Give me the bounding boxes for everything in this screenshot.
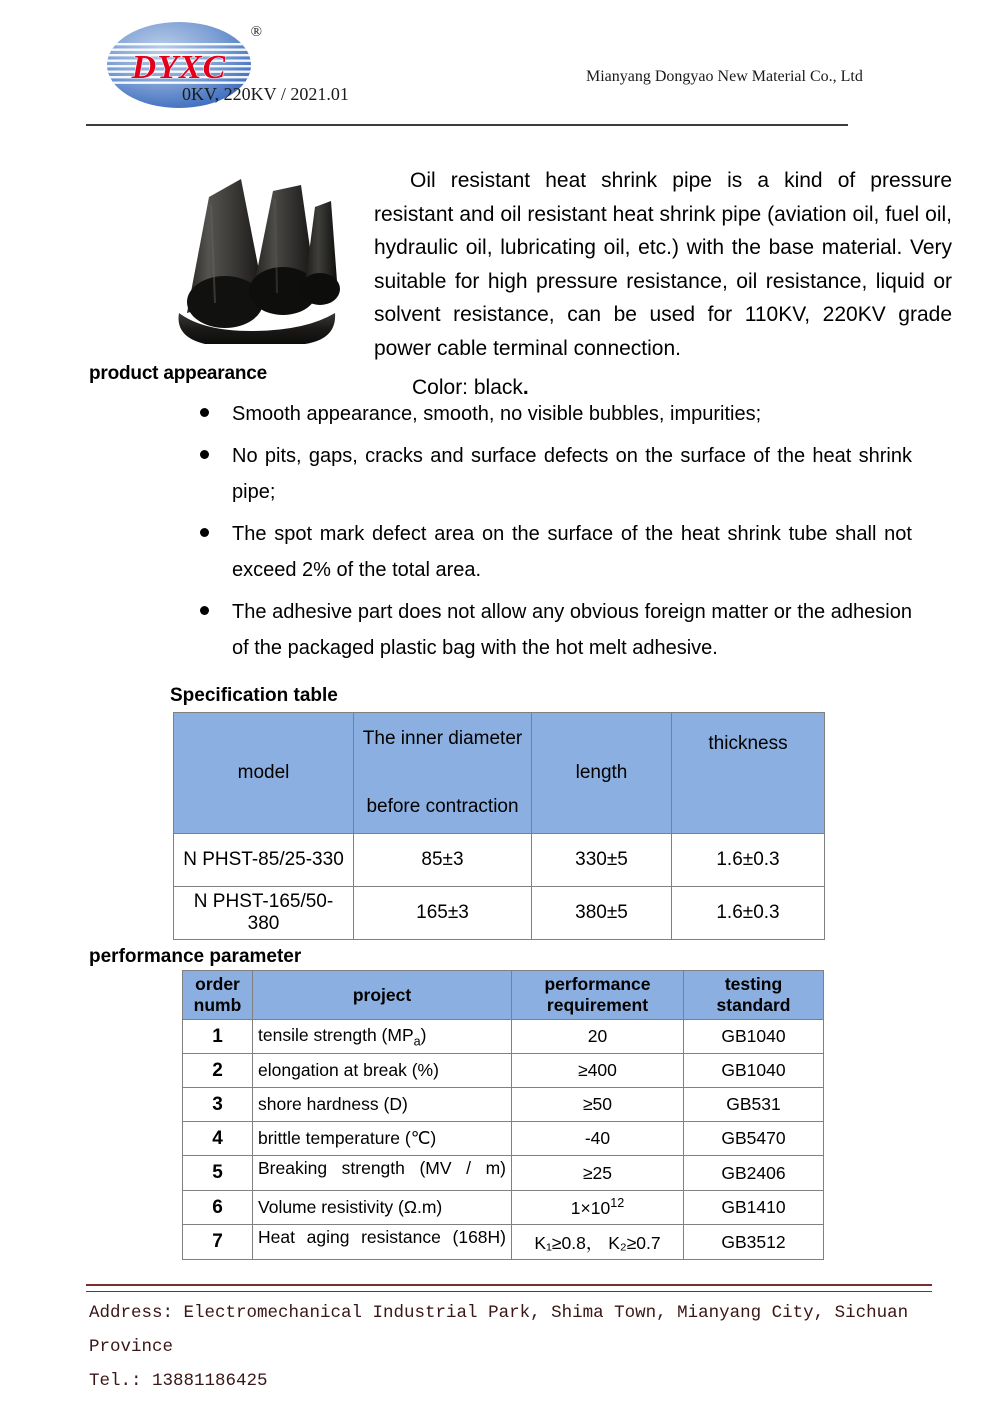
table-header-row	[174, 713, 825, 834]
col-header-performance-requirement	[512, 971, 684, 1020]
footer-divider	[86, 1284, 932, 1292]
list-item	[196, 438, 912, 510]
cell-requirement: ≥400	[512, 1054, 684, 1088]
table-row	[183, 1225, 824, 1260]
table-row	[183, 1156, 824, 1191]
table-header-row	[183, 971, 824, 1020]
svg-text:DYXC: DYXC	[131, 49, 227, 86]
page-footer	[89, 1296, 949, 1398]
cell-project: shore hardness (D)	[253, 1088, 512, 1122]
col-header-project: project	[253, 971, 512, 1020]
col-header-order-line2: numb	[193, 995, 242, 1015]
color-label: Color: black	[412, 376, 523, 399]
col-header-length: length	[532, 713, 672, 834]
cell-diameter: 85±3	[354, 834, 532, 887]
cell-requirement: K₁≥0.8， K₂≥0.7	[512, 1225, 684, 1260]
cell-project-tail: )	[420, 1024, 427, 1045]
cell-requirement-exponent: 12	[610, 1196, 625, 1211]
cell-order-no: 1	[183, 1020, 253, 1054]
cell-project-text: Breaking strength (MV / m)	[258, 1158, 506, 1178]
cell-length: 380±5	[532, 887, 672, 940]
cell-order-no: 7	[183, 1225, 253, 1260]
table-row	[174, 887, 825, 940]
col-header-inner-diameter-line2: before contraction	[366, 796, 519, 817]
intro-paragraph: Oil resistant heat shrink pipe is a kind of pressure resistant and oil resistant heat shrink pipe (aviation oil, fuel oil, hydraulic oil, lubricating oil, etc.) with the base material. Very suitable for high pressure resistance, oil resistance, liquid or solvent resistance, can be used for 110KV, 220KV grade power cable terminal connection.	[374, 169, 952, 360]
specification-table-title: Specification table	[170, 685, 338, 706]
cell-standard: GB5470	[684, 1122, 824, 1156]
cell-order-no: 6	[183, 1191, 253, 1225]
feature-bullet-list	[196, 396, 912, 672]
col-header-requirement-line2: requirement	[546, 995, 649, 1015]
col-header-requirement-line1: performance	[544, 974, 651, 994]
col-header-order-numb	[183, 971, 253, 1020]
cell-order-no: 4	[183, 1122, 253, 1156]
header-model-code: 0KV, 220KV / 2021.01	[182, 84, 349, 104]
col-header-thickness	[672, 713, 825, 834]
header-divider	[86, 124, 848, 126]
cell-standard: GB3512	[684, 1225, 824, 1260]
col-header-standard-line1: testing	[724, 974, 783, 994]
heat-shrink-tube-illustration	[155, 163, 350, 358]
list-item-text: The adhesive part does not allow any obvious foreign matter or the adhesion of the packaged plastic bag with the hot melt adhesive.	[232, 601, 912, 659]
cell-order-no: 3	[183, 1088, 253, 1122]
cell-length: 330±5	[532, 834, 672, 887]
table-row	[183, 1088, 824, 1122]
cell-requirement: -40	[512, 1122, 684, 1156]
cell-diameter: 165±3	[354, 887, 532, 940]
list-item-text: No pits, gaps, cracks and surface defects on the surface of the heat shrink pipe;	[232, 445, 912, 503]
col-header-testing-standard	[684, 971, 824, 1020]
cell-project: Volume resistivity (Ω.m)	[253, 1191, 512, 1225]
table-row	[183, 1054, 824, 1088]
list-item-text: Smooth appearance, smooth, no visible bubbles, impurities;	[232, 403, 762, 425]
list-item	[196, 516, 912, 588]
footer-tel: Tel.: 13881186425	[89, 1371, 268, 1391]
cell-project: brittle temperature (℃)	[253, 1122, 512, 1156]
col-header-standard-line2: standard	[716, 995, 791, 1015]
cell-project: elongation at break (%)	[253, 1054, 512, 1088]
cell-project-subscript: a	[413, 1034, 421, 1049]
cell-project-text: Heat aging resistance (168H)	[258, 1227, 506, 1247]
cell-requirement: 20	[512, 1020, 684, 1054]
list-item-text: The spot mark defect area on the surface of the heat shrink tube shall not exceed 2% of the total area.	[232, 523, 912, 581]
col-header-order-line1: order	[195, 974, 240, 994]
registered-trademark-icon: ®	[250, 24, 262, 40]
header-company-name: Mianyang Dongyao New Material Co., Ltd	[586, 68, 863, 85]
cell-thickness: 1.6±0.3	[672, 834, 825, 887]
performance-parameter-table	[182, 970, 824, 1260]
cell-order-no: 5	[183, 1156, 253, 1191]
list-item	[196, 396, 912, 432]
cell-requirement	[512, 1191, 684, 1225]
col-header-inner-diameter	[354, 713, 532, 834]
cell-model: N PHST-85/25-330	[174, 834, 354, 887]
cell-requirement-base: 1×10	[570, 1197, 611, 1218]
cell-standard: GB2406	[684, 1156, 824, 1191]
cell-standard: GB1410	[684, 1191, 824, 1225]
cell-order-no: 2	[183, 1054, 253, 1088]
cell-project	[253, 1225, 512, 1260]
table-row	[183, 1122, 824, 1156]
col-header-thickness-text: thickness	[708, 733, 788, 754]
bullet-dot-icon	[200, 450, 209, 459]
cell-standard: GB1040	[684, 1054, 824, 1088]
col-header-model: model	[174, 713, 354, 834]
table-row	[174, 834, 825, 887]
specification-table	[173, 712, 825, 940]
cell-requirement: ≥25	[512, 1156, 684, 1191]
cell-requirement: ≥50	[512, 1088, 684, 1122]
table-row	[183, 1191, 824, 1225]
footer-address: Address: Electromechanical Industrial Park, Shima Town, Mianyang City, Sichuan Province	[89, 1303, 909, 1357]
list-item	[196, 594, 912, 666]
color-period: .	[522, 376, 529, 399]
bullet-dot-icon	[200, 408, 209, 417]
product-photo	[155, 163, 350, 358]
bullet-dot-icon	[200, 528, 209, 537]
table-row	[183, 1020, 824, 1054]
cell-project-text: tensile strength (MP	[258, 1024, 414, 1045]
performance-table-title: performance parameter	[89, 946, 302, 967]
col-header-inner-diameter-line1: The inner diameter	[362, 728, 523, 749]
cell-project	[253, 1020, 512, 1054]
bullet-dot-icon	[200, 606, 209, 615]
cell-thickness: 1.6±0.3	[672, 887, 825, 940]
cell-standard: GB531	[684, 1088, 824, 1122]
cell-project	[253, 1156, 512, 1191]
product-appearance-label: product appearance	[89, 363, 268, 384]
cell-standard: GB1040	[684, 1020, 824, 1054]
page-header	[0, 0, 1000, 132]
cell-model: N PHST-165/50-380	[174, 887, 354, 940]
